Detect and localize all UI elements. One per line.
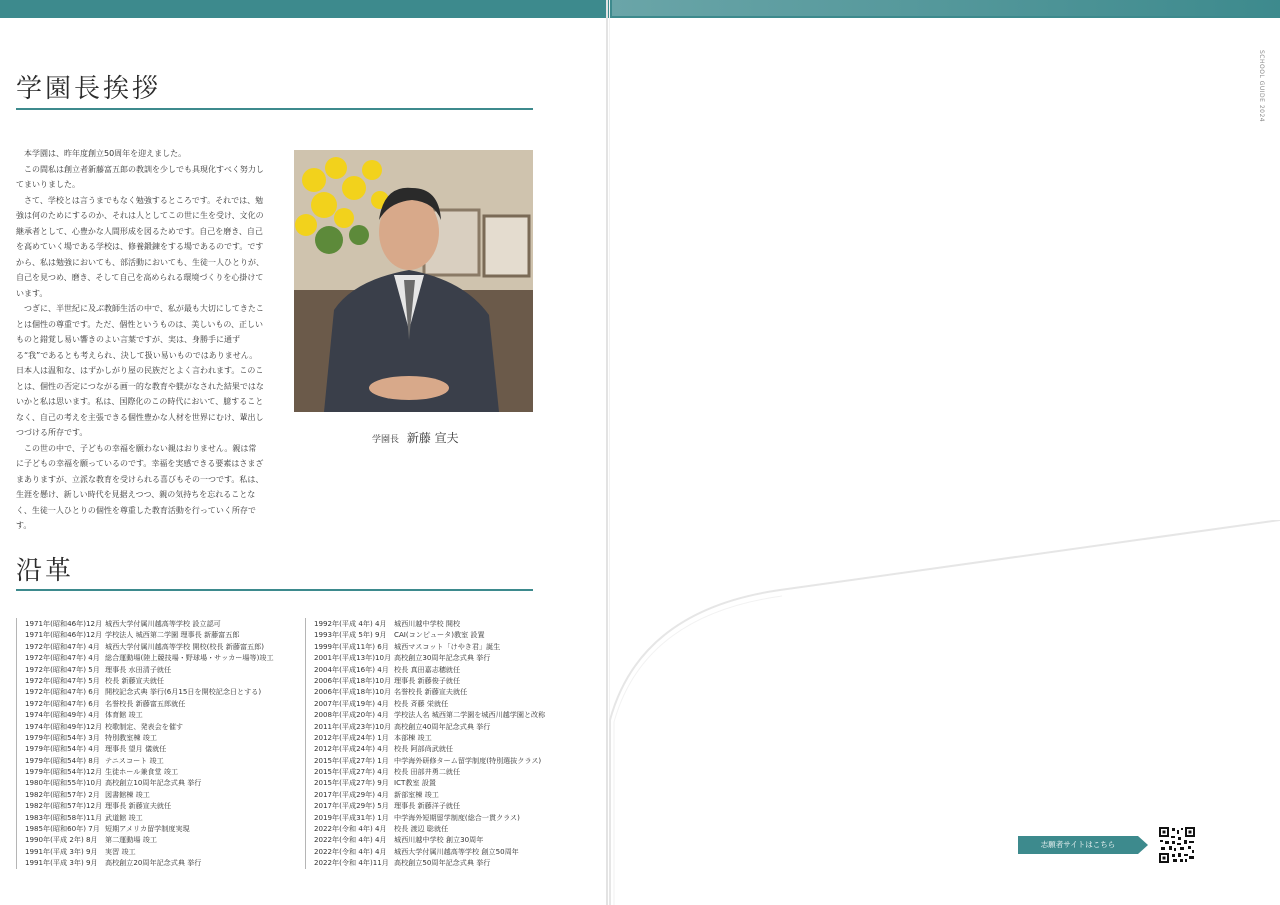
history-date: 1972年(昭和47年) 4月 <box>25 653 100 663</box>
history-column-left <box>16 618 274 869</box>
history-date: 2012年(平成24年) 4月 <box>314 744 389 754</box>
history-row <box>25 641 274 652</box>
applicant-site-link-label: 志願者サイトはこちら <box>1040 840 1116 849</box>
history-row <box>314 721 545 732</box>
top-color-band-right <box>612 0 1280 16</box>
history-row <box>314 743 545 754</box>
caption-role: 学園長 <box>372 435 400 445</box>
history-date: 1991年(平成 3年) 9月 <box>25 846 98 856</box>
history-event: 新部室棟 竣工 <box>394 789 439 799</box>
history-event: 校歌制定、発表会を催す <box>105 721 184 731</box>
principal-photo <box>294 150 533 412</box>
history-date: 2015年(平成27年) 1月 <box>314 755 389 765</box>
history-event: 城西大学付属川越高等学校 創立50周年 <box>394 846 519 856</box>
history-row <box>314 800 545 811</box>
history-event: 城西マスコット「けやき君」誕生 <box>394 641 501 651</box>
history-date: 1972年(昭和47年) 6月 <box>25 698 100 708</box>
greeting-paragraph: この世の中で、子どもの幸福を願わない親はおりません。親は常に子どもの幸福を願っているのです。幸福を実感できる要素はさまざまありますが、立派な教育を受けられる喜びもその一つです。私は、生涯を懸け、新しい時代を見据えつつ、親の気持ちを忘れることなく、生徒一人ひとりの個性を尊重した教育活動を行っていく所存です。 <box>16 443 264 530</box>
history-event: 学校法人 城西第二学園 理事長 新藤富五郎 <box>105 630 240 640</box>
history-date: 1972年(昭和47年) 4月 <box>25 641 100 651</box>
history-date: 2017年(平成29年) 5月 <box>314 801 389 811</box>
history-date: 1979年(昭和54年) 3月 <box>25 732 100 742</box>
history-event: 校長 斉藤 栄就任 <box>394 698 449 708</box>
history-date: 1992年(平成 4年) 4月 <box>314 619 387 628</box>
history-row <box>25 766 274 777</box>
history-event: 本部棟 竣工 <box>394 732 432 742</box>
history-row <box>25 823 274 834</box>
history-row <box>25 800 274 811</box>
history-date: 2022年(令和 4年) 4月 <box>314 835 387 845</box>
history-event: 名誉校長 新藤富五郎就任 <box>105 698 186 708</box>
history-row <box>25 652 274 663</box>
history-row <box>314 698 545 709</box>
history-row <box>25 846 274 857</box>
history-date: 2004年(平成16年) 4月 <box>314 664 389 674</box>
history-row <box>314 823 545 834</box>
history-date: 1982年(昭和57年)12月 <box>25 801 103 811</box>
history-event: 体育館 竣工 <box>105 710 143 720</box>
history-title-rule <box>16 589 533 591</box>
history-event: 高校創立40周年記念式典 挙行 <box>394 721 491 731</box>
history-date: 2001年(平成13年)10月 <box>314 653 392 663</box>
history-event: 理事長 望月 儀就任 <box>105 744 167 754</box>
history-event: 開校記念式典 挙行(6月15日を開校記念日とする) <box>105 687 262 697</box>
history-event: 学校法人名 城西第二学園を城西川越学園と改称 <box>394 710 546 720</box>
history-row <box>314 664 545 675</box>
history-event: 理事長 新藤洋子就任 <box>394 801 461 811</box>
history-event: 総合運動場(陸上競技場・野球場・サッカー場等)竣工 <box>105 653 274 663</box>
greeting-paragraph: この間私は創立者新藤富五郎の教訓を少しでも具現化すべく努力してまいりました。 <box>16 164 264 189</box>
history-event: ICT教室 設置 <box>394 778 437 788</box>
caption-name: 新藤 宣夫 <box>406 431 459 445</box>
history-event: 校長 渡辺 聡就任 <box>394 824 449 834</box>
history-row <box>25 686 274 697</box>
history-row <box>314 732 545 743</box>
history-date: 2015年(平成27年) 4月 <box>314 767 389 777</box>
history-event: 理事長 新藤俊子就任 <box>394 675 461 685</box>
history-date: 1979年(昭和54年) 4月 <box>25 744 100 754</box>
history-row <box>25 629 274 640</box>
history-event: 高校創立10周年記念式典 挙行 <box>105 778 202 788</box>
history-row <box>314 857 545 868</box>
history-row <box>314 812 545 823</box>
history-event: 短期アメリカ留学制度実現 <box>105 824 190 834</box>
history-date: 1993年(平成 5年) 9月 <box>314 630 387 640</box>
history-date: 1985年(昭和60年) 7月 <box>25 824 100 834</box>
history-event: 図書館棟 竣工 <box>105 789 150 799</box>
history-date: 1979年(昭和54年)12月 <box>25 767 103 777</box>
history-row <box>314 709 545 720</box>
history-date: 1983年(昭和58年)11月 <box>25 812 103 822</box>
history-event: 高校創立20周年記念式典 挙行 <box>105 858 202 868</box>
history-event: 実習 竣工 <box>105 846 136 856</box>
history-event: 理事長 水田清子就任 <box>105 664 172 674</box>
history-event: 中学海外研修ターム留学制度(特別選抜クラス) <box>394 755 542 765</box>
history-row <box>314 629 545 640</box>
principal-caption <box>372 429 459 446</box>
history-event: 城西川越中学校 開校 <box>394 619 461 628</box>
history-row <box>314 766 545 777</box>
history-date: 1972年(昭和47年) 5月 <box>25 675 100 685</box>
history-title: 沿革 <box>16 556 75 586</box>
history-row <box>25 743 274 754</box>
history-column-right <box>305 618 545 869</box>
history-date: 1974年(昭和49年)12月 <box>25 721 103 731</box>
history-event: テニスコート 竣工 <box>105 755 164 765</box>
history-row <box>314 789 545 800</box>
history-date: 1990年(平成 2年) 8月 <box>25 835 98 845</box>
history-row <box>25 834 274 845</box>
greeting-title: 学園長挨拶 <box>16 74 162 104</box>
history-row <box>25 857 274 868</box>
history-event: 第二運動場 竣工 <box>105 835 157 845</box>
applicant-site-link[interactable] <box>1018 836 1148 854</box>
history-event: 校長 田部井勇二就任 <box>394 767 461 777</box>
greeting-title-rule <box>16 108 533 110</box>
history-row <box>314 641 545 652</box>
history-event: 城西大学付属川越高等学校 開校(校長 新藤富五郎) <box>105 641 265 651</box>
history-event: 特別教室棟 竣工 <box>105 732 157 742</box>
history-row <box>25 789 274 800</box>
greeting-paragraph: さて、学校とは言うまでもなく勉強するところです。それでは、勉強は何のためにするのか、それは人としてこの世に生を受け、文化の継承者として、心豊かな人間形成を図るためです。自己を磨き、自己を高めていく場である学校は、修養鍛錬をする場であるのです。ですから、私は勉強においても、部活動においても、生徒一人ひとりが、自己を見つめ、磨き、そして自己を高められる環境づくりを心掛けています。 <box>16 195 264 298</box>
history-date: 2008年(平成20年) 4月 <box>314 710 389 720</box>
history-event: 校長 阿部尚武就任 <box>394 744 454 754</box>
history-date: 1979年(昭和54年) 8月 <box>25 755 100 765</box>
history-date: 2006年(平成18年)10月 <box>314 687 392 697</box>
history-row <box>25 698 274 709</box>
history-row <box>25 618 274 629</box>
history-date: 2006年(平成18年)10月 <box>314 675 392 685</box>
history-row <box>314 652 545 663</box>
history-row <box>25 664 274 675</box>
history-date: 2007年(平成19年) 4月 <box>314 698 389 708</box>
history-date: 1974年(昭和49年) 4月 <box>25 710 100 720</box>
history-event: 城西川越中学校 創立30周年 <box>394 835 484 845</box>
vertical-guide-label: SCHOOL GUIDE 2024 <box>1258 50 1265 123</box>
history-row <box>25 812 274 823</box>
greeting-paragraph: つぎに、半世紀に及ぶ教師生活の中で、私が最も大切にしてきたことは個性の尊重です。ただ、個性というものは、美しいもの、正しいものと錯覚し易い響きのよい言葉ですが、実は、身勝手に通ずる“我”であるとも考えられ、決して扱い易いものではありません。日本人は温和な、はずかしがり屋の民族だとよく言われます。このことは、個性の否定につながる画一的な教育や躾がなされた結果ではないかと私は思います。私は、国際化のこの時代において、臆することなく、自己の考えを主張できる個性豊かな人材を世界にむけ、輩出しつづける所存です。 <box>16 304 264 437</box>
history-event: 生徒ホール兼食堂 竣工 <box>105 767 179 777</box>
history-row <box>314 755 545 766</box>
history-date: 2019年(平成31年) 1月 <box>314 812 389 822</box>
history-row <box>314 834 545 845</box>
history-date: 1982年(昭和57年) 2月 <box>25 789 100 799</box>
history-row <box>25 675 274 686</box>
history-date: 1980年(昭和55年)10月 <box>25 778 103 788</box>
history-date: 1972年(昭和47年) 6月 <box>25 687 100 697</box>
history-row <box>25 721 274 732</box>
history-event: 校長 新藤宣夫就任 <box>105 675 165 685</box>
history-date: 2012年(平成24年) 1月 <box>314 732 389 742</box>
history-event: 校長 真田嘉志穂就任 <box>394 664 461 674</box>
greeting-paragraph: 本学園は、昨年度創立50周年を迎えました。 <box>24 149 187 158</box>
history-row <box>314 777 545 788</box>
history-date: 2022年(令和 4年) 4月 <box>314 824 387 834</box>
history-row <box>314 675 545 686</box>
history-date: 2015年(平成27年) 9月 <box>314 778 389 788</box>
history-event: 名誉校長 新藤宣夫就任 <box>394 687 468 697</box>
history-row <box>314 686 545 697</box>
history-date: 2022年(令和 4年)11月 <box>314 858 389 868</box>
history-event: 高校創立50周年記念式典 挙行 <box>394 858 491 868</box>
history-date: 1971年(昭和46年)12月 <box>25 619 103 628</box>
history-date: 1991年(平成 3年) 9月 <box>25 858 98 868</box>
history-event: 中学海外短期留学制度(総合一貫クラス) <box>394 812 520 822</box>
greeting-text <box>16 146 264 534</box>
qr-code-icon[interactable] <box>1158 826 1196 864</box>
history-date: 2022年(令和 4年) 4月 <box>314 846 387 856</box>
history-event: CAI(コンピュータ)教室 設置 <box>394 630 485 640</box>
history-row <box>25 755 274 766</box>
history-date: 2011年(平成23年)10月 <box>314 721 392 731</box>
history-date: 1972年(昭和47年) 5月 <box>25 664 100 674</box>
history-date: 1971年(昭和46年)12月 <box>25 630 103 640</box>
history-row <box>25 732 274 743</box>
history-date: 2017年(平成29年) 4月 <box>314 789 389 799</box>
history-row <box>314 846 545 857</box>
history-event: 武道館 竣工 <box>105 812 143 822</box>
history-event: 高校創立30周年記念式典 挙行 <box>394 653 491 663</box>
history-row <box>314 618 545 629</box>
history-row <box>25 709 274 720</box>
history-event: 理事長 新藤宣夫就任 <box>105 801 172 811</box>
history-row <box>25 777 274 788</box>
history-date: 1999年(平成11年) 6月 <box>314 641 389 651</box>
history-event: 城西大学付属川越高等学校 設立認可 <box>105 619 221 628</box>
